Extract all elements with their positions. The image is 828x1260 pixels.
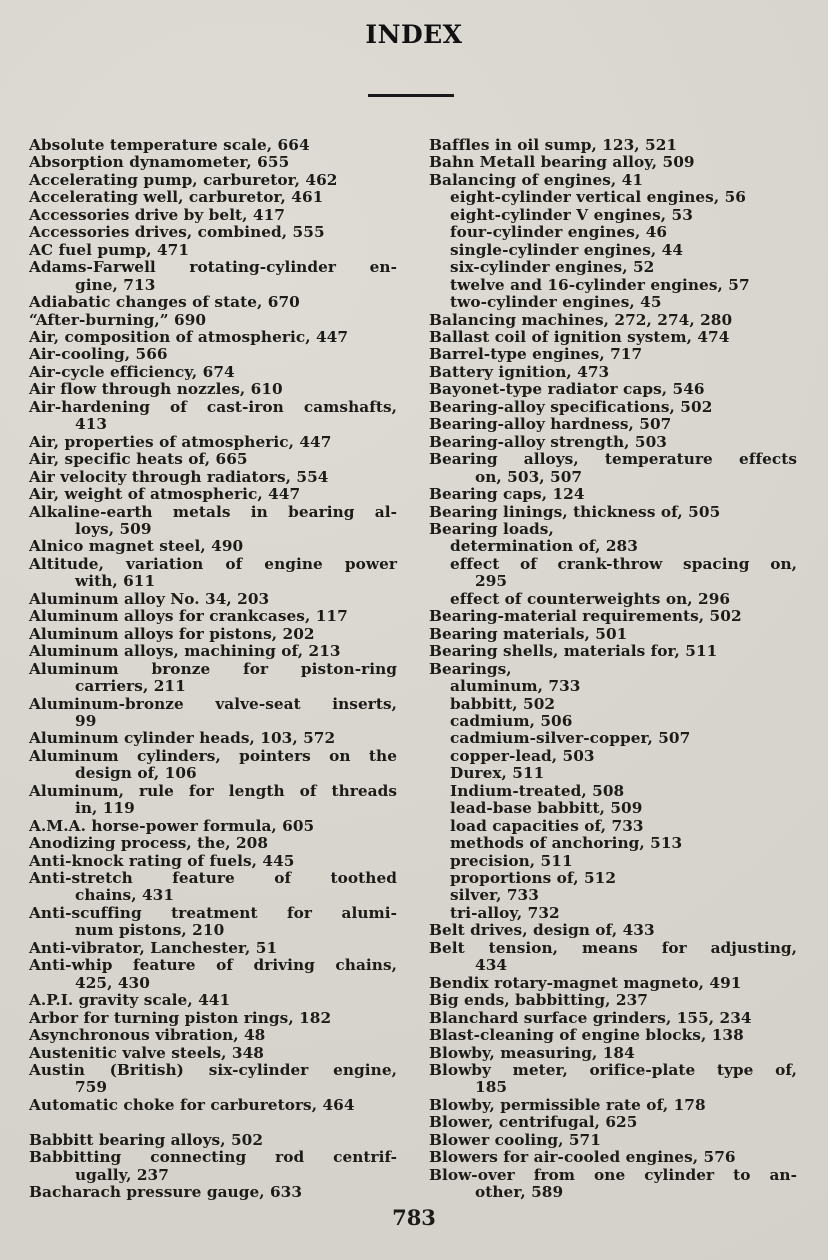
- entry-text: Bearing loads,: [429, 519, 554, 538]
- title-rule: [368, 94, 454, 97]
- entry-text: Belt tension, means for adjusting,: [429, 938, 797, 957]
- index-entry: [429, 172, 797, 189]
- entry-text: Aluminum alloys for crankcases, 117: [29, 607, 348, 626]
- entry-text: Austin (British) six-cylinder engine,: [29, 1061, 397, 1080]
- entry-text: four-cylinder engines, 46: [450, 223, 668, 242]
- index-entry: [429, 364, 797, 381]
- entry-text: Indium-treated, 508: [450, 781, 625, 800]
- letter-group-spacer: [29, 1114, 397, 1131]
- entry-text: Alkaline-earth metals in bearing al-: [29, 502, 397, 521]
- entry-text: Aluminum, rule for length of threads: [29, 781, 397, 800]
- entry-text: Accelerating well, carburetor, 461: [29, 188, 324, 207]
- index-subentry: [429, 277, 797, 294]
- index-subentry: [429, 853, 797, 870]
- index-entry: [29, 748, 397, 783]
- entry-continuation: 185: [475, 1078, 508, 1097]
- entry-text: Automatic choke for carburetors, 464: [29, 1095, 355, 1114]
- index-entry: [29, 381, 397, 398]
- index-entry: [429, 643, 797, 660]
- index-entry: [429, 346, 797, 363]
- index-entry: [429, 434, 797, 451]
- index-entry: [429, 1062, 797, 1097]
- index-subentry: [429, 207, 797, 224]
- entry-text: Durex, 511: [450, 764, 545, 783]
- index-entry: [29, 224, 397, 241]
- entry-text: Arbor for turning piston rings, 182: [29, 1008, 332, 1027]
- index-subentry: [429, 730, 797, 747]
- index-subentry: [429, 748, 797, 765]
- entry-text: cadmium, 506: [450, 711, 573, 730]
- index-column-left: [29, 137, 397, 1202]
- entry-text: lead-base babbitt, 509: [450, 799, 643, 818]
- index-subentry: [429, 887, 797, 904]
- index-entry: [429, 451, 797, 486]
- index-entry: [29, 469, 397, 486]
- entry-text: Aluminum cylinders, pointers on the: [29, 746, 397, 765]
- entry-text: two-cylinder engines, 45: [450, 293, 662, 312]
- index-subentry: [429, 870, 797, 887]
- entry-text: Accelerating pump, carburetor, 462: [29, 170, 338, 189]
- entry-text: Asynchronous vibration, 48: [29, 1026, 266, 1045]
- entry-text: twelve and 16-cylinder engines, 57: [450, 275, 750, 294]
- entry-continuation: 413: [75, 415, 108, 434]
- index-entry: [29, 434, 397, 451]
- entry-text: Air velocity through radiators, 554: [29, 467, 329, 486]
- index-entry: [429, 1149, 797, 1166]
- entry-text: Anti-scuffing treatment for alumi-: [29, 903, 397, 922]
- entry-text: babbitt, 502: [450, 694, 556, 713]
- index-entry: [29, 451, 397, 468]
- entry-text: Aluminum alloy No. 34, 203: [29, 589, 270, 608]
- index-subentry: [429, 800, 797, 817]
- entry-text: Bearing-alloy specifications, 502: [429, 397, 713, 416]
- entry-text: Bearings,: [429, 659, 512, 678]
- index-entry: [29, 329, 397, 346]
- index-entry: [429, 1114, 797, 1131]
- entry-text: Babbitt bearing alloys, 502: [29, 1130, 264, 1149]
- index-entry: [29, 1132, 397, 1149]
- entry-text: Blowers for air-cooled engines, 576: [429, 1148, 736, 1167]
- index-entry: [429, 1097, 797, 1114]
- index-entry: [429, 661, 797, 678]
- index-entry: [29, 538, 397, 555]
- index-entry: [429, 1045, 797, 1062]
- index-subentry: [429, 696, 797, 713]
- entry-continuation: design of, 106: [75, 764, 197, 783]
- entry-text: proportions of, 512: [450, 869, 617, 888]
- entry-text: Battery ignition, 473: [429, 362, 610, 381]
- entry-text: effect of crank-throw spacing on,: [450, 554, 797, 573]
- entry-text: copper-lead, 503: [450, 746, 595, 765]
- index-entry: [29, 818, 397, 835]
- entry-text: determination of, 283: [450, 537, 638, 556]
- index-subentry: [429, 556, 797, 591]
- index-entry: [29, 364, 397, 381]
- entry-continuation: carriers, 211: [75, 677, 186, 696]
- entry-text: single-cylinder engines, 44: [450, 240, 684, 259]
- entry-continuation: 434: [475, 956, 508, 975]
- entry-text: Aluminum-bronze valve-seat inserts,: [29, 694, 397, 713]
- entry-text: Blower cooling, 571: [429, 1130, 601, 1149]
- entry-text: Belt drives, design of, 433: [429, 921, 655, 940]
- entry-continuation: 295: [475, 572, 508, 591]
- index-subentry: [429, 765, 797, 782]
- entry-text: Absolute temperature scale, 664: [29, 136, 310, 154]
- entry-text: “After-burning,” 690: [29, 310, 207, 329]
- index-entry: [429, 381, 797, 398]
- index-entry: [29, 259, 397, 294]
- index-entry: [29, 696, 397, 731]
- index-entry: [29, 992, 397, 1009]
- entry-text: load capacities of, 733: [450, 816, 644, 835]
- index-subentry: [429, 259, 797, 276]
- index-entry: [429, 992, 797, 1009]
- entry-text: AC fuel pump, 471: [29, 240, 190, 259]
- index-entry: [429, 521, 797, 538]
- index-subentry: [429, 224, 797, 241]
- index-entry: [429, 312, 797, 329]
- entry-text: Bahn Metall bearing alloy, 509: [429, 153, 695, 172]
- entry-text: aluminum, 733: [450, 677, 581, 696]
- index-entry: [29, 346, 397, 363]
- index-entry: [29, 835, 397, 852]
- entry-text: cadmium-silver-copper, 507: [450, 729, 691, 748]
- index-subentry: [429, 538, 797, 555]
- entry-text: Aluminum cylinder heads, 103, 572: [29, 729, 336, 748]
- index-entry: [429, 486, 797, 503]
- entry-text: Anti-whip feature of driving chains,: [29, 956, 397, 975]
- index-subentry: [429, 783, 797, 800]
- entry-text: Adiabatic changes of state, 670: [29, 293, 300, 312]
- index-entry: [29, 154, 397, 171]
- index-entry: [29, 591, 397, 608]
- index-entry: [29, 556, 397, 591]
- entry-continuation: num pistons, 210: [75, 921, 225, 940]
- entry-text: Accessories drive by belt, 417: [29, 205, 286, 224]
- index-entry: [29, 730, 397, 747]
- index-entry: [429, 940, 797, 975]
- entry-text: Barrel-type engines, 717: [429, 345, 643, 364]
- index-entry: [29, 1045, 397, 1062]
- index-entry: [29, 608, 397, 625]
- index-entry: [429, 1010, 797, 1027]
- index-subentry: [429, 294, 797, 311]
- entry-text: Air-cycle efficiency, 674: [29, 362, 235, 381]
- entry-text: Bearing materials, 501: [429, 624, 628, 643]
- index-subentry: [429, 242, 797, 259]
- index-entry: [429, 975, 797, 992]
- index-entry: [29, 1097, 397, 1114]
- entry-text: Bearing-alloy hardness, 507: [429, 415, 672, 434]
- index-entry: [29, 1062, 397, 1097]
- entry-text: effect of counterweights on, 296: [450, 589, 731, 608]
- entry-continuation: gine, 713: [75, 275, 156, 294]
- entry-continuation: other, 589: [475, 1183, 564, 1202]
- index-subentry: [429, 905, 797, 922]
- entry-text: Blower, centrifugal, 625: [429, 1113, 638, 1132]
- entry-continuation: on, 503, 507: [475, 467, 583, 486]
- page-title: INDEX: [365, 20, 463, 49]
- entry-text: Anodizing process, the, 208: [29, 834, 269, 853]
- entry-continuation: in, 119: [75, 799, 135, 818]
- entry-text: Aluminum alloys, machining of, 213: [29, 642, 341, 661]
- index-entry: [429, 608, 797, 625]
- entry-text: Accessories drives, combined, 555: [29, 223, 325, 242]
- entry-text: Bearing linings, thickness of, 505: [429, 502, 721, 521]
- entry-text: Anti-stretch feature of toothed: [29, 869, 397, 888]
- entry-continuation: 99: [75, 711, 97, 730]
- entry-text: Blowby, measuring, 184: [429, 1043, 635, 1062]
- entry-text: Blowby, permissible rate of, 178: [429, 1095, 706, 1114]
- entry-continuation: 425, 430: [75, 973, 150, 992]
- entry-text: Ballast coil of ignition system, 474: [429, 327, 730, 346]
- index-entry: [29, 661, 397, 696]
- index-entry: [429, 922, 797, 939]
- entry-text: silver, 733: [450, 886, 539, 905]
- entry-continuation: chains, 431: [75, 886, 175, 905]
- entry-text: Air, weight of atmospheric, 447: [29, 485, 301, 504]
- entry-text: Adams-Farwell rotating-cylinder en-: [29, 258, 397, 277]
- index-entry: [29, 312, 397, 329]
- index-entry: [29, 870, 397, 905]
- index-entry: [29, 626, 397, 643]
- index-entry: [29, 137, 397, 154]
- entry-text: Blowby meter, orifice-plate type of,: [429, 1061, 797, 1080]
- index-entry: [429, 137, 797, 154]
- entry-text: methods of anchoring, 513: [450, 834, 683, 853]
- index-entry: [429, 329, 797, 346]
- entry-continuation: ugally, 237: [75, 1165, 169, 1184]
- index-entry: [29, 853, 397, 870]
- entry-text: Aluminum alloys for pistons, 202: [29, 624, 315, 643]
- index-subentry: [429, 678, 797, 695]
- entry-text: A.P.I. gravity scale, 441: [29, 991, 231, 1010]
- index-entry: [429, 416, 797, 433]
- entry-text: Bearing caps, 124: [429, 485, 585, 504]
- index-entry: [429, 504, 797, 521]
- index-entry: [29, 486, 397, 503]
- index-entry: [29, 905, 397, 940]
- entry-text: Blow-over from one cylinder to an-: [429, 1165, 797, 1184]
- page-number: 783: [392, 1205, 436, 1230]
- index-entry: [429, 1132, 797, 1149]
- entry-text: Balancing machines, 272, 274, 280: [429, 310, 733, 329]
- index-subentry: [429, 835, 797, 852]
- index-entry: [29, 940, 397, 957]
- index-entry: [29, 643, 397, 660]
- entry-text: Babbitting connecting rod centrif-: [29, 1148, 397, 1167]
- entry-text: Blast-cleaning of engine blocks, 138: [429, 1026, 744, 1045]
- index-entry: [29, 504, 397, 539]
- entry-text: Absorption dynamometer, 655: [29, 153, 290, 172]
- entry-text: Baffles in oil sump, 123, 521: [429, 136, 678, 154]
- entry-text: Aluminum bronze for piston-ring: [29, 659, 397, 678]
- index-entry: [29, 1149, 397, 1184]
- entry-text: Air, composition of atmospheric, 447: [29, 327, 349, 346]
- index-subentry: [429, 713, 797, 730]
- index-entry: [29, 399, 397, 434]
- entry-text: Air-hardening of cast-iron camshafts,: [29, 397, 397, 416]
- index-entry: [29, 1010, 397, 1027]
- entry-continuation: 759: [75, 1078, 108, 1097]
- entry-text: Air, properties of atmospheric, 447: [29, 432, 332, 451]
- index-entry: [29, 294, 397, 311]
- index-entry: [429, 1167, 797, 1202]
- entry-continuation: with, 611: [75, 572, 156, 591]
- entry-text: Austenitic valve steels, 348: [29, 1043, 264, 1062]
- entry-text: Anti-vibrator, Lanchester, 51: [29, 938, 278, 957]
- index-entry: [29, 207, 397, 224]
- index-entry: [429, 626, 797, 643]
- entry-text: Air flow through nozzles, 610: [29, 380, 283, 399]
- entry-text: Balancing of engines, 41: [429, 170, 644, 189]
- entry-text: Bearing alloys, temperature effects: [429, 450, 797, 469]
- index-entry: [429, 154, 797, 171]
- index-entry: [429, 399, 797, 416]
- index-entry: [429, 1027, 797, 1044]
- index-entry: [29, 1184, 397, 1201]
- entry-text: Bearing shells, materials for, 511: [429, 642, 718, 661]
- index-subentry: [429, 591, 797, 608]
- index-entry: [29, 172, 397, 189]
- entry-text: eight-cylinder V engines, 53: [450, 205, 693, 224]
- entry-text: Bearing-material requirements, 502: [429, 607, 742, 626]
- entry-text: Bacharach pressure gauge, 633: [29, 1183, 303, 1202]
- entry-text: Air-cooling, 566: [29, 345, 168, 364]
- entry-text: six-cylinder engines, 52: [450, 258, 655, 277]
- index-subentry: [429, 189, 797, 206]
- index-column-right: [429, 137, 797, 1202]
- entry-text: Bayonet-type radiator caps, 546: [429, 380, 705, 399]
- entry-text: Anti-knock rating of fuels, 445: [29, 851, 295, 870]
- entry-continuation: loys, 509: [75, 519, 152, 538]
- entry-text: Big ends, babbitting, 237: [429, 991, 648, 1010]
- entry-text: Alnico magnet steel, 490: [29, 537, 244, 556]
- entry-text: Air, specific heats of, 665: [29, 450, 248, 469]
- entry-text: precision, 511: [450, 851, 573, 870]
- entry-text: Blanchard surface grinders, 155, 234: [429, 1008, 752, 1027]
- index-entry: [29, 189, 397, 206]
- index-entry: [29, 957, 397, 992]
- entry-text: Altitude, variation of engine power: [29, 554, 397, 573]
- index-subentry: [429, 818, 797, 835]
- entry-text: A.M.A. horse-power formula, 605: [29, 816, 315, 835]
- index-entry: [29, 242, 397, 259]
- entry-text: eight-cylinder vertical engines, 56: [450, 188, 746, 207]
- entry-text: Bendix rotary-magnet magneto, 491: [429, 973, 742, 992]
- index-entry: [29, 783, 397, 818]
- index-entry: [29, 1027, 397, 1044]
- entry-text: tri-alloy, 732: [450, 903, 560, 922]
- entry-text: Bearing-alloy strength, 503: [429, 432, 667, 451]
